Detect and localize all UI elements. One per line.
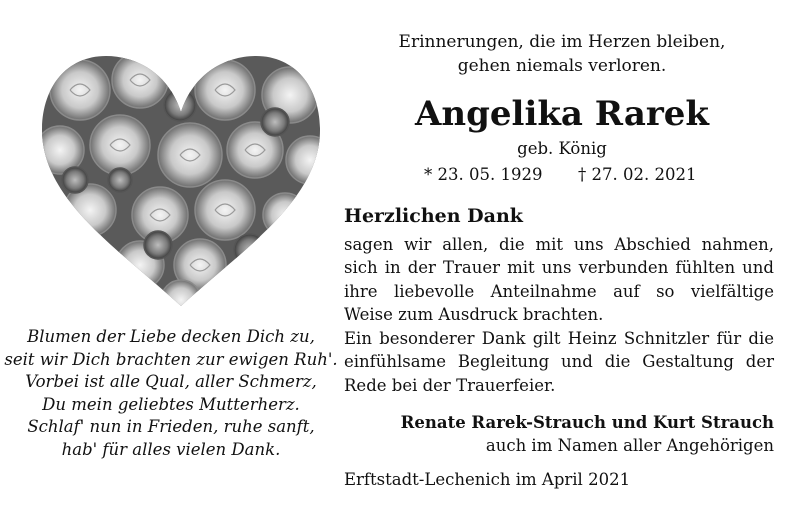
birth-date: * 23. 05. 1929	[424, 165, 543, 184]
poem-line: hab' für alles vielen Dank.	[61, 439, 281, 459]
signer-subline: auch im Namen aller Angehörigen	[485, 436, 774, 455]
motto-line: Erinnerungen, die im Herzen bleiben,	[398, 32, 726, 52]
paragraph-line: sagen wir allen, die mit uns Abschied nahmen,	[344, 235, 774, 254]
poem	[0, 326, 342, 461]
poem-line: Vorbei ist alle Qual, aller Schmerz,	[25, 372, 317, 391]
death-date: † 27. 02. 2021	[578, 165, 697, 184]
deceased-name: Angelika Rarek	[415, 94, 709, 134]
motto-line: gehen niemals verloren.	[457, 56, 667, 76]
birth-name: geb. König	[517, 139, 607, 158]
poem-line: Du mein geliebtes Mutterherz.	[42, 394, 300, 414]
heart-icon	[40, 50, 322, 308]
paragraph-line: Weise zum Ausdruck brachten.	[344, 304, 604, 324]
poem-line: seit wir Dich brachten zur ewigen Ruh'.	[4, 349, 338, 369]
signer-names: Renate Rarek-Strauch und Kurt Strauch	[400, 413, 774, 432]
paragraph-line: ihre liebevolle Anteilnahme auf so vielfältige	[344, 281, 774, 301]
motto	[344, 30, 780, 78]
thanks-title: Herzlichen Dank	[344, 205, 523, 227]
heart-roses-image	[40, 50, 322, 308]
thanks-paragraph	[344, 233, 774, 326]
place-and-date: Erftstadt-Lechenich im April 2021	[344, 470, 631, 489]
paragraph-line: Ein besonderer Dank gilt Heinz Schnitzler für die	[344, 329, 774, 348]
paragraph-line: einfühlsame Begleitung und die Gestaltung der	[344, 352, 774, 372]
poem-line: Schlaf' nun in Frieden, ruhe sanft,	[27, 417, 315, 436]
paragraph-line: Rede bei der Trauerfeier.	[344, 375, 556, 395]
poem-line: Blumen der Liebe decken Dich zu,	[27, 327, 315, 346]
paragraph-line: sich in der Trauer mit uns verbunden fühlten und	[344, 258, 774, 278]
special-thanks-paragraph	[344, 327, 774, 397]
